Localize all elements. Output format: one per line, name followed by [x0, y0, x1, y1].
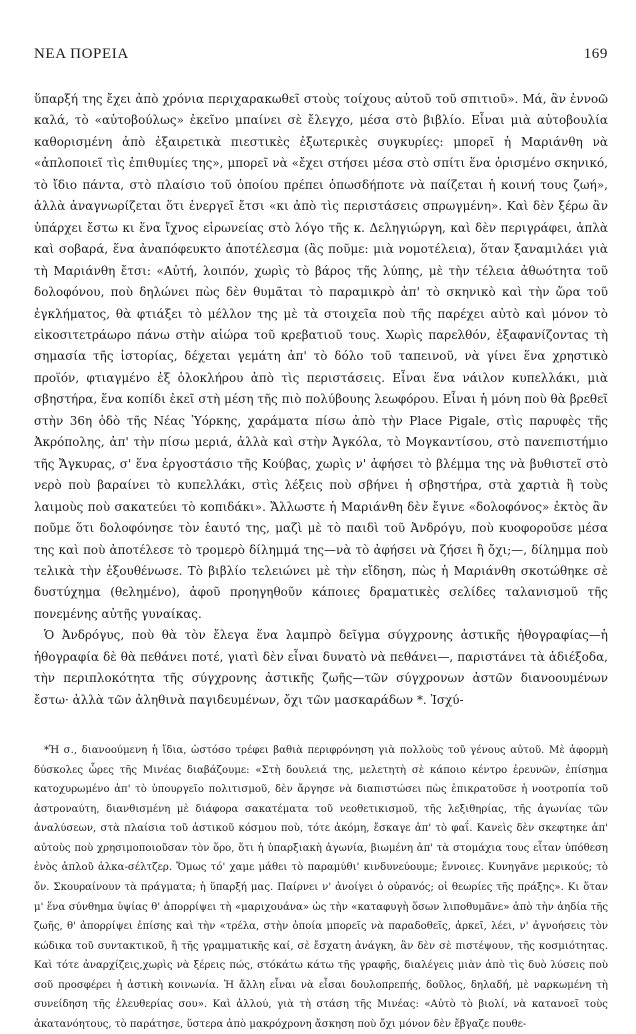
body-paragraph: ὕπαρξή της ἔχει ἀπὸ χρόνια περιχαρακωθεῖ στοὺς τοίχους αὐτοῦ τοῦ σπιτιοῦ». Μά, ἂν ἐννοῶ καλά, τὸ «αὐτοβούλως» ἐκεῖνο μπαίνει σὲ ἔλεγχο, μέσα στὸ βιβλίο. Εἶναι μιὰ αὐτοβουλία καθορισμένη ἀπὸ ἐξαιρετικὰ πιεστικὲς ἐξωτερικὲς συγκυρίες: μπορεῖ ἡ Μαριάνθη νὰ «ἀπλοποιεῖ τὶς ἐπιθυμίες της», μπορεῖ νὰ «ἔχει στήσει μέσα στὸ σπίτι ἕνα ὁρισμένο σκηνικό, τὸ ἴδιο πάντα, στὸ πλαίσιο τοῦ ὁποίου πρέπει ὁπωσδήποτε νὰ παίζεται ἡ κοινή τους ζωή», ἀλλὰ ἀναγνωρίζεται ὅτι ἐνεργεῖ ἔτσι «κι ἀπὸ τὶς περιστάσεις σπρωγμένη». Καὶ δὲν ξέρω ἂν ὑπάρχει ἔστω κι ἕνα ἴχνος εἰρωνείας στὸ λόγο τῆς κ. Δεληγιώργη, καὶ δὲν περιγράφει, ἁπλὰ καὶ σοβαρά, ἕνα ἀναπόφευκτο ἀποτέλεσμα (ἂς ποῦμε: μιὰ νομοτέλεια), ὅταν ξαναμιλάει γιὰ τὴ Μαριάνθη ἔτσι: «Αὐτή, λοιπόν, χωρὶς τὸ βάρος τῆς λύπης, μὲ τὴν τέλεια ἀθωότητα τοῦ δολοφόνου, ποὺ δηλώνει πὼς δὲν θυμᾶται τὸ παραμικρὸ ἀπ' τὸ σκηνικὸ καὶ τὴν ὥρα τοῦ ἐγκλήματος, θὰ φτιάξει τὸ μέλλον της μὲ τὰ στοιχεῖα ποὺ τῆς παρέχει αὐτὸ καὶ μόνον τὸ εἰκοσιτετράωρο πάνω στὴν αἰώρα τοῦ κρεβατιοῦ τους. Χωρὶς παρελθόν, ἐξαφανίζοντας τὴ σημασία τῆς ἱστορίας, δέχεται γεμάτη ἀπ' τὸ δόλο τοῦ ταπεινοῦ, νὰ γίνει ἕνα χρηστικὸ προϊόν, φτιαγμένο ἐξ ὁλοκλήρου ἀπὸ τὶς περιστάσεις. Εἶναι ἕνα νάιλον κυπελλάκι, μιὰ σβηστήρα, ἕνα κοπίδι ἐκεῖ στὴ μέση τῆς πιὸ πολύβουης λεωφόρου. Εἶναι ἡ μόνη ποὺ θὰ βρεθεῖ στὴν 36η ὁδὸ τῆς Νέας Ὑόρκης, χαράματα πίσω ἀπὸ τὴν Place Pigale, στὶς παρυφὲς τῆς Ἀκρόπολης, ἀπ' τὴν πίσω μεριά, ἀλλὰ καὶ στὴν Ἀγκόλα, τὸ Μογκαντίσου, στὸ πανεπιστήμιο τῆς Ἄγκυρας, σ' ἕνα ἐργοστάσιο τῆς Κούβας, χωρὶς ν' ἀφήσει τὸ βλέμμα της νὰ βυθιστεῖ στὸ νερὸ ποὺ βαραίνει τὸ κυπελλάκι, στὶς λέξεις ποὺ σβήνει ἡ σβηστήρα, στὰ χαρτιὰ ἢ τοὺς λαιμοὺς ποὺ σακατεύει τὸ κοπιδάκι». Ἄλλωστε ἡ Μαριάνθη δὲν ἔγινε «δολοφόνος» ἐκτὸς ἂν ποῦμε ὅτι δολοφόνησε τὸν ἑαυτό της, μαζὶ μὲ τὸ παιδὶ τοῦ Ἀνδρόγυ, ποὺ κυοφοροῦσε μέσα της καὶ ποὺ ἀποτέλεσε τὸ τρομερὸ δίλημμά της—νὰ τὸ ἀφήσει νὰ ζήσει ἢ ὄχι;—, δίλημμα ποὺ τελικὰ τὴν ἐξουθένωσε. Τὸ βιβλίο τελειώνει μὲ τὴν εἴδηση, πὼς ἡ Μαριάνθη σκοτώθηκε σὲ δυστύχημα (θελημένο), ἀφοῦ προηγηθοῦν κάποιες δραματικὲς σελίδες ταλανισμοῦ τῆς πονεμένης αὐτῆς γυναίκας. — [34, 92, 608, 621]
footnote-paragraph: *Ἡ σ., διανοούμενη ἡ ἴδια, ὡστόσο τρέφει βαθιὰ περιφρόνηση γιὰ πολλοὺς τοῦ γένους αὐτοῦ. Μὲ ἀφορμὴ δύσκολες ὧρες τῆς Μινέας διαβάζουμε: «Στὴ δουλειά της, μελετητὴ σὲ κάποιο κέντρο ἐρευνῶν, ἐπίσημα κατοχυρωμένο ἀπ' τὸ ὑπουργεῖο πολιτισμοῦ, δὲν ἄργησε νὰ διαπιστώσει πὼς ἐπικρατοῦσε ἡ νοοτροπία τοῦ ἀστροναύτη, διανθισμένη μὲ διάφορα σακατέματα τοῦ νεοθετικισμοῦ, τῆς λεξιθηρίας, τῆς ἀγωνίας τῶν ἀναλύσεων, στὰ πλαίσια τοῦ ἀστικοῦ κόσμου ποὺ, τότε ἀκόμη, ἔσκαγε ἀπ' τὸ φαΐ. Κανεὶς δὲν σκεφτηκε ἀπ' αὐτοὺς ποὺ χρησιμοποιοῦσαν τὸν ὅρο, ὅτι ἡ ὑπαρξιακὴ ἀγωνία, βιωμένη ἀπ' τὰ στομάχια τους εἶταν ὑπόθεση ἑνὸς ἁπλοῦ ἀλκα-σέλτζερ. Ὅμως τό' χαμε μάθει τὸ παραμύθι' κινδυνεύουμε; ἔννοιες. Κυνηγᾶνε μερικούς; τὸ ὄν. Σκουραίνουν τὰ πράγματα; ἡ ὕπαρξή μας. Παίρνει ν' ἀνοίγει ὁ οὐρανός; οἱ θεωρίες τῆς πράξης». Κι ὅταν μ' ἕνα σύνθημα ὑψίας θ' ἀπορρίψει τὴ «μαριχουάνα» ὡς τὴν «καταφυγὴ ὅσων λιποθυμᾶνε» ἀπὸ τὴν ἀηδία τῆς ζωῆς, θ' ἀπορρίψει ἐπίσης καὶ τὴν «τρέλα, στὴν ὁποία μπορεῖς νὰ παραδοθεῖς, ἀρκεῖ, λέει, ν' ἀγνοήσεις τὸν κώδικα τοῦ συντακτικοῦ, ἢ τῆς γραμματικῆς καί, σὲ ἔσχατη ἀνάγκη, ἂν δὲν σὲ πιστέψουν, τῆς κοσμιότητας. Καὶ τότε ἀναρχίζεις,χωρὶς νὰ ξέρεις πώς, στόκάτω κάτω τῆς γραφῆς, διαλέγεις μιὰν ἀπὸ τὶς δυὸ λύσεις ποὺ σοῦ προσφέρει ἡ ἀστικὴ κοινωνία. Ἡ ἄλλη εἶναι νὰ εἶσαι δουλοπρεπής, δοῦλος, δηλαδή, μὲ ναρκωμένη τὴ συνείδηση τῆς ἐλευθερίας σου». Καὶ ἀλλού, γιὰ τὴ στάση τῆς Μινέας: «Αὐτὸ τὸ βιολί, νὰ κατανοεῖ τοὺς ἀκατανόητους, τὸ παράτησε, ὕστερα ἀπὸ μακρόχρονη ἄσκηση ποὺ ὄχι μόνον δὲν ἔβγαζε πουθε- — [34, 745, 608, 1030]
running-head — [34, 46, 608, 63]
page-number: 169 — [583, 46, 608, 62]
body-paragraph: Ὁ Ἀνδρόγυς, ποὺ θὰ τὸν ἔλεγα ἕνα λαμπρὸ δεῖγμα σύγχρονης ἀστικῆς ἠθογραφίας—ἡ ἠθογραφία δὲ θὰ πεθάνει ποτέ, γιατὶ δὲν εἶναι δυνατὸ νὰ πεθάνει—, παριστάνει τὰ ἀδιέξοδα, τὴν περιπλοκότητα τῆς σύγχρονης ἀστικῆς ζωῆς—τῶν σύγχρονων ἀστῶν διανοουμένων ἔστω· ἀλλὰ τῶν ἀληθινὰ παγιδευμένων, ὄχι τῶν μασκαράδων *. Ἰσχύ- — [34, 628, 608, 707]
footnote — [34, 741, 608, 1034]
main-text — [34, 89, 608, 711]
journal-title: ΝΕΑ ΠΟΡΕΙΑ — [34, 46, 129, 62]
page — [34, 46, 608, 1034]
